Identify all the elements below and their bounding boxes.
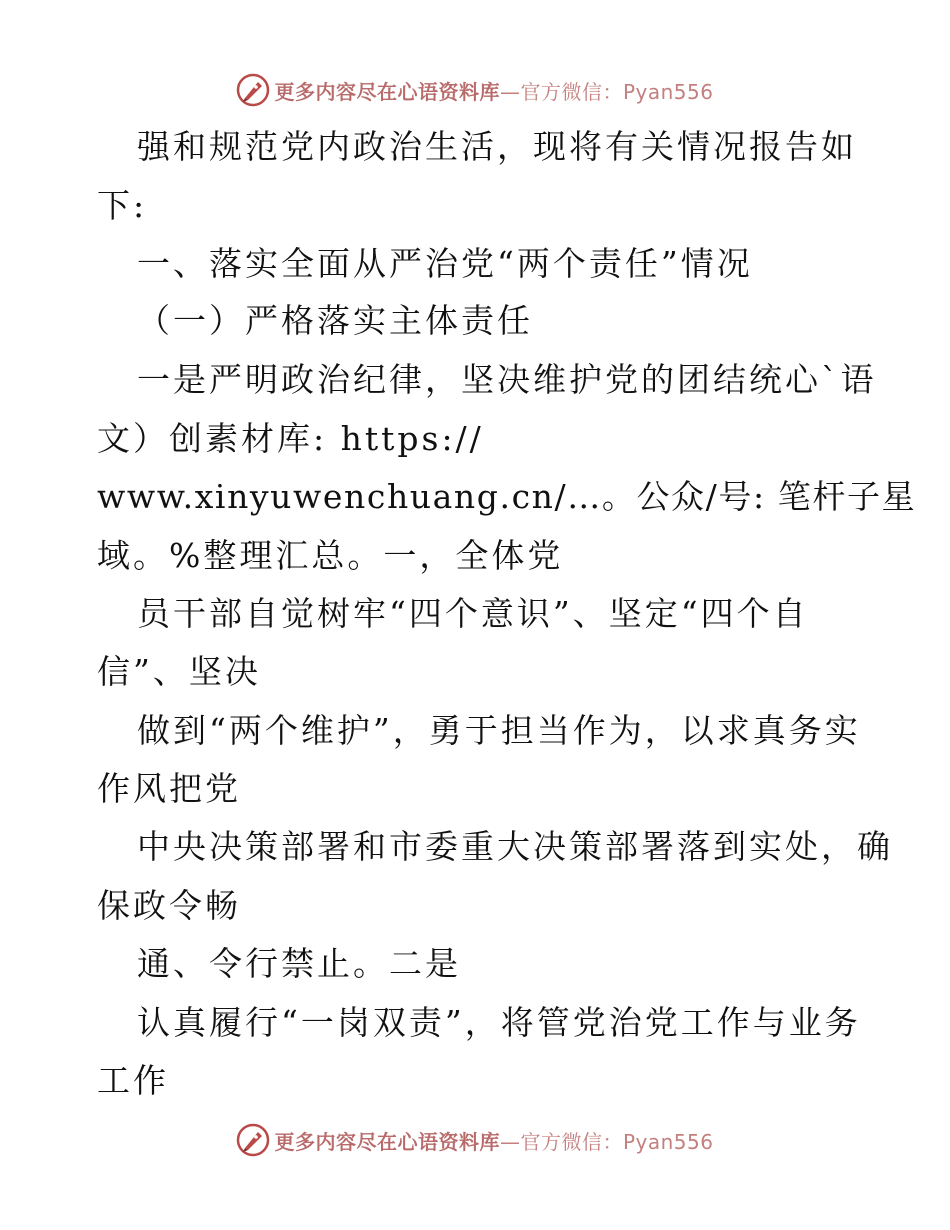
body-line: 中央决策部署和市委重大决策部署落到实处，确 <box>137 827 893 866</box>
body-line: 作风把党 <box>97 769 241 808</box>
body-line: 做到“两个维护”，勇于担当作为，以求真务实 <box>137 711 861 750</box>
body-line: 通、令行禁止。二是 <box>137 944 461 983</box>
footer-banner <box>0 1120 950 1160</box>
body-line: 信”、坚决 <box>97 652 261 691</box>
section-heading: 一、落实全面从严治党“两个责任”情况 <box>137 244 753 283</box>
body-line: 员干部自觉树牢“四个意识”、坚定“四个自 <box>137 594 809 633</box>
footer-banner-text: 更多内容尽在心语资料库—官方微信：Pyan556 <box>274 1129 714 1154</box>
body-line: 下: <box>97 186 148 225</box>
body-line: 认真履行“一岗双责”，将管党治党工作与业务 <box>137 1003 861 1042</box>
body-line: 文）创素材库: https:// <box>97 419 484 458</box>
body-line: 强和规范党内政治生活，现将有关情况报告如 <box>137 127 857 166</box>
subsection-heading: （一）严格落实主体责任 <box>137 301 533 340</box>
body-line: 域。%整理汇总。一，全体党 <box>97 536 564 575</box>
body-line: 一是严明政治纪律，坚决维护党的团结统心`语 <box>137 360 877 399</box>
header-banner-text: 更多内容尽在心语资料库—官方微信：Pyan556 <box>274 79 714 104</box>
body-line: www.xinyuwenchuang.cn/…。公众/号: 笔杆子星 <box>97 477 917 516</box>
body-line: 保政令畅 <box>97 886 241 925</box>
body-line: 工作 <box>97 1061 169 1100</box>
pen-nib-logo-icon <box>236 1123 270 1157</box>
